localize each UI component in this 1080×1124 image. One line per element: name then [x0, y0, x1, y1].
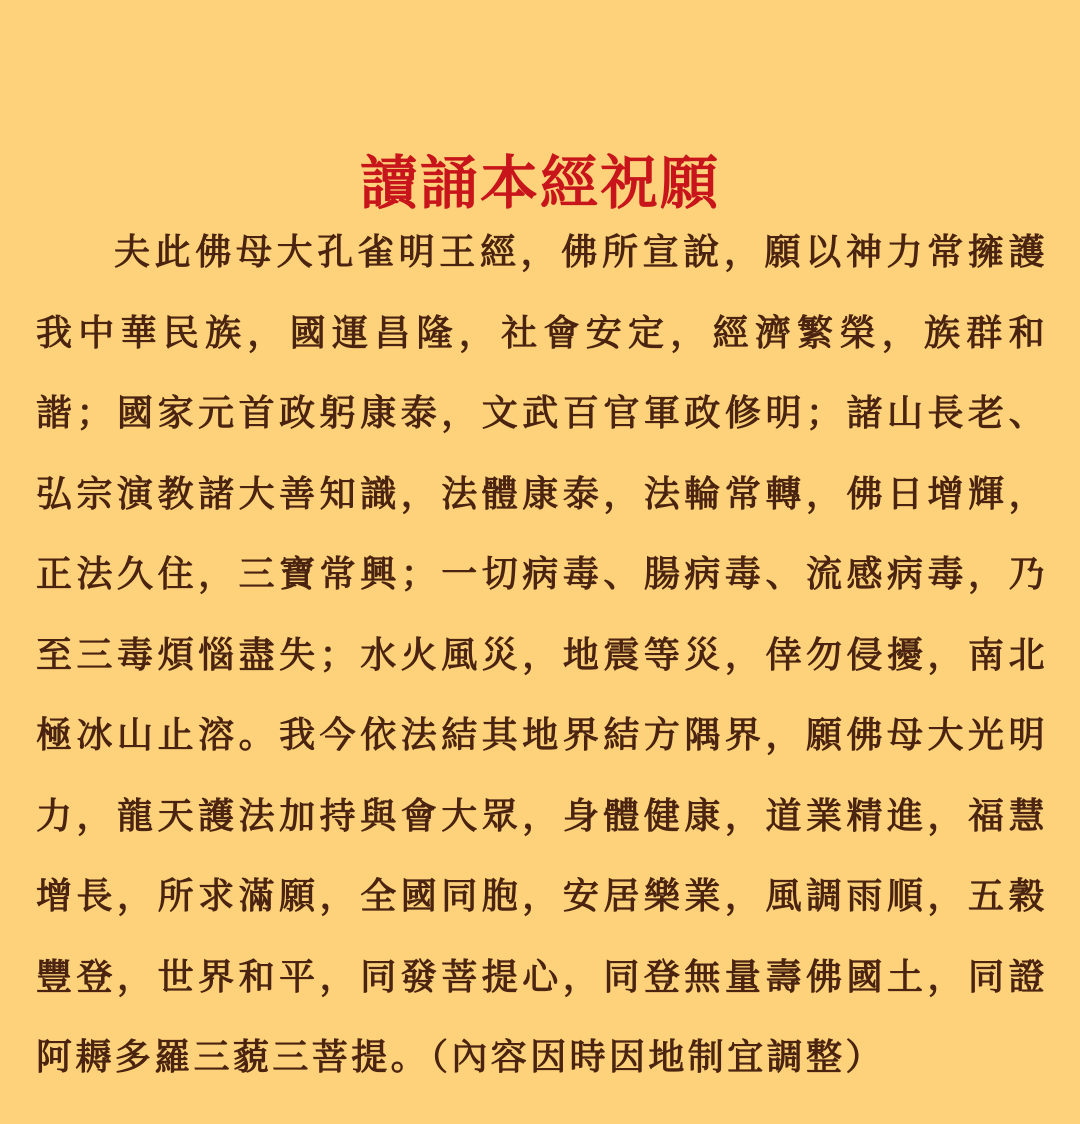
body-paragraph: 夫此佛母大孔雀明王經，佛所宣說，願以神力常擁護我中華民族，國運昌隆，社會安定，經濟繁榮，族群和諧；國家元首政躬康泰，文武百官軍政修明；諸山長老、弘宗演教諸大善知識，法體康泰，法輪常轉，佛日增輝，正法久住，三寶常興；一切病毒、腸病毒、流感病毒，乃至三毒煩惱盡失；水火風災，地震等災，倖勿侵擾，南北極冰山止溶。我今依法結其地界結方隅界，願佛母大光明力，龍天護法加持與會大眾，身體健康，道業精進，福慧增長，所求滿願，全國同胞，安居樂業，風調雨順，五穀豐登，世界和平，同發菩提心，同登無量壽佛國土，同證阿耨多羅三藐三菩提。（內容因時因地制宜調整） — [36, 231, 1048, 1078]
page-title: 讀誦本經祝願 — [359, 148, 720, 217]
